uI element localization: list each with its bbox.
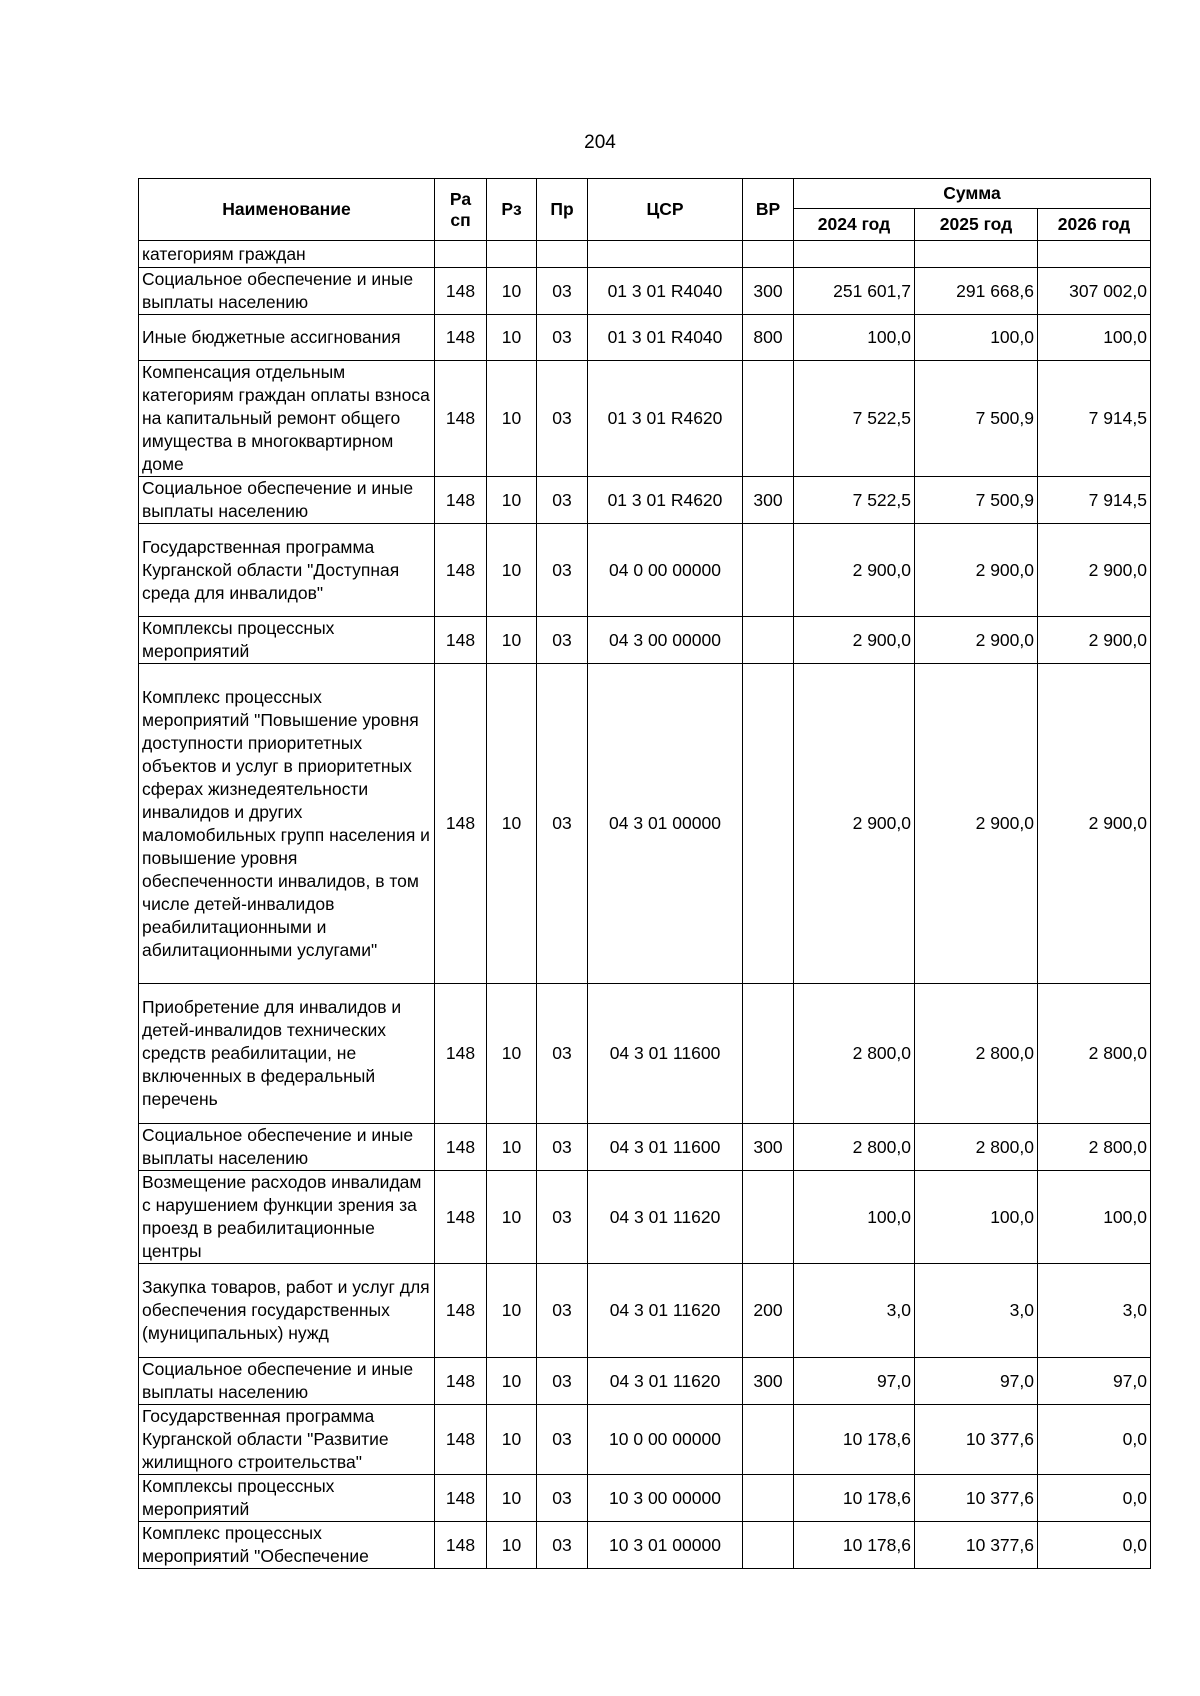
row-pr: 03 [537, 268, 588, 315]
row-name: Комплексы процессных мероприятий [139, 1475, 435, 1522]
row-sum-2026: 7 914,5 [1038, 477, 1151, 524]
row-name: Комплекс процессных мероприятий "Повышение уровня доступности приоритетных объектов и услуг в приоритетных сферах жизнедеятельности инвалидов и других маломобильных групп населения и повышение уровня обеспеченности инвалидов, в том числе детей-инвалидов реабилитационными и абилитационными услугами" [139, 664, 435, 984]
row-sum-2025: 2 800,0 [915, 984, 1038, 1124]
row-rasp: 148 [435, 524, 487, 617]
row-sum-2024: 2 800,0 [794, 984, 915, 1124]
header-pr: Пр [537, 179, 588, 241]
row-sum-2025: 2 900,0 [915, 524, 1038, 617]
row-sum-2024: 10 178,6 [794, 1475, 915, 1522]
header-year-2025: 2025 год [915, 209, 1038, 241]
row-sum-2026: 100,0 [1038, 315, 1151, 361]
table-row [139, 1264, 1151, 1358]
row-sum-2026: 2 800,0 [1038, 1124, 1151, 1171]
row-sum-2026: 0,0 [1038, 1522, 1151, 1569]
row-rz: 10 [487, 268, 537, 315]
row-rasp: 148 [435, 1358, 487, 1405]
table-row [139, 1358, 1151, 1405]
row-rasp: 148 [435, 1264, 487, 1358]
row-rz: 10 [487, 315, 537, 361]
row-csr: 04 3 01 11620 [588, 1264, 743, 1358]
row-vr [743, 524, 794, 617]
header-sum: Сумма [794, 179, 1151, 209]
row-rasp: 148 [435, 477, 487, 524]
row-vr [743, 1405, 794, 1475]
row-sum-2025: 2 900,0 [915, 664, 1038, 984]
header-year-2026: 2026 год [1038, 209, 1151, 241]
table-row [139, 524, 1151, 617]
row-name: Возмещение расходов инвалидам с нарушением функции зрения за проезд в реабилитационные центры [139, 1171, 435, 1264]
table-row [139, 1124, 1151, 1171]
row-vr [743, 1475, 794, 1522]
row-vr [743, 984, 794, 1124]
table-header [139, 179, 1151, 241]
row-name: Комплексы процессных мероприятий [139, 617, 435, 664]
row-name: категориям граждан [139, 241, 435, 268]
row-vr [743, 241, 794, 268]
row-rasp: 148 [435, 1405, 487, 1475]
table-row [139, 984, 1151, 1124]
row-sum-2025: 100,0 [915, 1171, 1038, 1264]
row-sum-2025: 7 500,9 [915, 477, 1038, 524]
row-csr: 10 3 00 00000 [588, 1475, 743, 1522]
row-sum-2026: 0,0 [1038, 1475, 1151, 1522]
row-vr: 300 [743, 477, 794, 524]
row-csr: 04 3 01 11620 [588, 1171, 743, 1264]
row-rasp [435, 241, 487, 268]
table-row [139, 1405, 1151, 1475]
row-csr: 01 3 01 R4040 [588, 315, 743, 361]
row-rz: 10 [487, 1522, 537, 1569]
row-pr: 03 [537, 984, 588, 1124]
row-name: Приобретение для инвалидов и детей-инвалидов технических средств реабилитации, не включенных в федеральный перечень [139, 984, 435, 1124]
table-row [139, 617, 1151, 664]
row-sum-2026: 3,0 [1038, 1264, 1151, 1358]
row-sum-2024: 7 522,5 [794, 361, 915, 477]
row-vr [743, 617, 794, 664]
row-sum-2024: 2 900,0 [794, 664, 915, 984]
row-sum-2026 [1038, 241, 1151, 268]
row-pr: 03 [537, 1124, 588, 1171]
table-row [139, 1171, 1151, 1264]
row-sum-2024: 100,0 [794, 1171, 915, 1264]
row-csr: 04 3 01 11600 [588, 1124, 743, 1171]
row-rz: 10 [487, 984, 537, 1124]
row-csr: 04 3 00 00000 [588, 617, 743, 664]
row-name: Государственная программа Курганской области "Развитие жилищного строительства" [139, 1405, 435, 1475]
row-vr: 300 [743, 1124, 794, 1171]
table-row [139, 241, 1151, 268]
page-number: 204 [584, 132, 616, 153]
row-sum-2026: 2 900,0 [1038, 617, 1151, 664]
row-vr: 300 [743, 268, 794, 315]
row-rasp: 148 [435, 984, 487, 1124]
row-sum-2026: 307 002,0 [1038, 268, 1151, 315]
row-csr: 01 3 01 R4620 [588, 361, 743, 477]
row-rasp: 148 [435, 315, 487, 361]
row-vr: 800 [743, 315, 794, 361]
row-csr: 04 3 01 11600 [588, 984, 743, 1124]
row-sum-2025: 7 500,9 [915, 361, 1038, 477]
row-rz: 10 [487, 664, 537, 984]
row-sum-2026: 2 900,0 [1038, 664, 1151, 984]
row-vr: 200 [743, 1264, 794, 1358]
row-sum-2024: 100,0 [794, 315, 915, 361]
row-pr: 03 [537, 664, 588, 984]
header-year-2024: 2024 год [794, 209, 915, 241]
row-csr: 10 0 00 00000 [588, 1405, 743, 1475]
row-name: Социальное обеспечение и иные выплаты населению [139, 1358, 435, 1405]
row-sum-2024: 10 178,6 [794, 1522, 915, 1569]
row-rz: 10 [487, 524, 537, 617]
row-vr [743, 664, 794, 984]
row-sum-2025: 97,0 [915, 1358, 1038, 1405]
table-row [139, 1522, 1151, 1569]
row-rasp: 148 [435, 664, 487, 984]
row-pr: 03 [537, 1264, 588, 1358]
row-rasp: 148 [435, 617, 487, 664]
row-sum-2024: 2 900,0 [794, 617, 915, 664]
row-pr: 03 [537, 1522, 588, 1569]
row-sum-2025: 3,0 [915, 1264, 1038, 1358]
table-row [139, 664, 1151, 984]
row-rz: 10 [487, 1264, 537, 1358]
row-pr: 03 [537, 361, 588, 477]
row-sum-2026: 2 900,0 [1038, 524, 1151, 617]
row-sum-2026: 100,0 [1038, 1171, 1151, 1264]
row-sum-2024: 251 601,7 [794, 268, 915, 315]
row-sum-2025: 2 800,0 [915, 1124, 1038, 1171]
table-row [139, 268, 1151, 315]
row-sum-2024: 7 522,5 [794, 477, 915, 524]
header-rasp [435, 179, 487, 241]
row-pr [537, 241, 588, 268]
row-csr [588, 241, 743, 268]
row-sum-2024: 97,0 [794, 1358, 915, 1405]
header-rasp-line1: Ра [449, 188, 472, 209]
row-sum-2024: 3,0 [794, 1264, 915, 1358]
row-rasp: 148 [435, 1171, 487, 1264]
row-rz: 10 [487, 361, 537, 477]
row-vr [743, 361, 794, 477]
header-csr: ЦСР [588, 179, 743, 241]
row-sum-2025: 100,0 [915, 315, 1038, 361]
row-sum-2024: 2 800,0 [794, 1124, 915, 1171]
table-row [139, 361, 1151, 477]
row-pr: 03 [537, 477, 588, 524]
row-sum-2025: 2 900,0 [915, 617, 1038, 664]
row-csr: 04 3 01 00000 [588, 664, 743, 984]
row-csr: 04 3 01 11620 [588, 1358, 743, 1405]
row-sum-2025 [915, 241, 1038, 268]
row-pr: 03 [537, 1475, 588, 1522]
row-sum-2024 [794, 241, 915, 268]
row-pr: 03 [537, 1405, 588, 1475]
row-rz: 10 [487, 1124, 537, 1171]
row-name: Закупка товаров, работ и услуг для обеспечения государственных (муниципальных) нужд [139, 1264, 435, 1358]
row-rz: 10 [487, 1358, 537, 1405]
row-pr: 03 [537, 524, 588, 617]
row-name: Социальное обеспечение и иные выплаты населению [139, 268, 435, 315]
row-rasp: 148 [435, 1522, 487, 1569]
row-sum-2025: 10 377,6 [915, 1475, 1038, 1522]
row-sum-2026: 7 914,5 [1038, 361, 1151, 477]
row-sum-2025: 10 377,6 [915, 1522, 1038, 1569]
row-pr: 03 [537, 1358, 588, 1405]
row-pr: 03 [537, 1171, 588, 1264]
row-rasp: 148 [435, 268, 487, 315]
row-sum-2026: 2 800,0 [1038, 984, 1151, 1124]
row-rz: 10 [487, 1405, 537, 1475]
row-name: Социальное обеспечение и иные выплаты населению [139, 477, 435, 524]
header-rz: Рз [487, 179, 537, 241]
table-row [139, 477, 1151, 524]
table-row [139, 1475, 1151, 1522]
row-sum-2026: 97,0 [1038, 1358, 1151, 1405]
row-name: Компенсация отдельным категориям граждан оплаты взноса на капитальный ремонт общего имущества в многоквартирном доме [139, 361, 435, 477]
row-sum-2025: 10 377,6 [915, 1405, 1038, 1475]
row-vr: 300 [743, 1358, 794, 1405]
header-name: Наименование [139, 179, 435, 241]
budget-table [138, 178, 1151, 1569]
row-name: Социальное обеспечение и иные выплаты населению [139, 1124, 435, 1171]
table-row [139, 315, 1151, 361]
row-vr [743, 1171, 794, 1264]
header-vr: ВР [743, 179, 794, 241]
row-rz [487, 241, 537, 268]
row-rz: 10 [487, 1475, 537, 1522]
header-rasp-line2: сп [450, 209, 471, 230]
row-name: Иные бюджетные ассигнования [139, 315, 435, 361]
row-sum-2025: 291 668,6 [915, 268, 1038, 315]
row-rz: 10 [487, 617, 537, 664]
row-rasp: 148 [435, 361, 487, 477]
row-vr [743, 1522, 794, 1569]
row-rz: 10 [487, 477, 537, 524]
row-rasp: 148 [435, 1475, 487, 1522]
row-csr: 01 3 01 R4040 [588, 268, 743, 315]
row-sum-2024: 10 178,6 [794, 1405, 915, 1475]
row-pr: 03 [537, 315, 588, 361]
row-sum-2024: 2 900,0 [794, 524, 915, 617]
table-body [139, 241, 1151, 1569]
row-name: Государственная программа Курганской области "Доступная среда для инвалидов" [139, 524, 435, 617]
row-pr: 03 [537, 617, 588, 664]
row-csr: 01 3 01 R4620 [588, 477, 743, 524]
row-rz: 10 [487, 1171, 537, 1264]
row-sum-2026: 0,0 [1038, 1405, 1151, 1475]
row-csr: 04 0 00 00000 [588, 524, 743, 617]
row-rasp: 148 [435, 1124, 487, 1171]
row-name: Комплекс процессных мероприятий "Обеспечение [139, 1522, 435, 1569]
row-csr: 10 3 01 00000 [588, 1522, 743, 1569]
